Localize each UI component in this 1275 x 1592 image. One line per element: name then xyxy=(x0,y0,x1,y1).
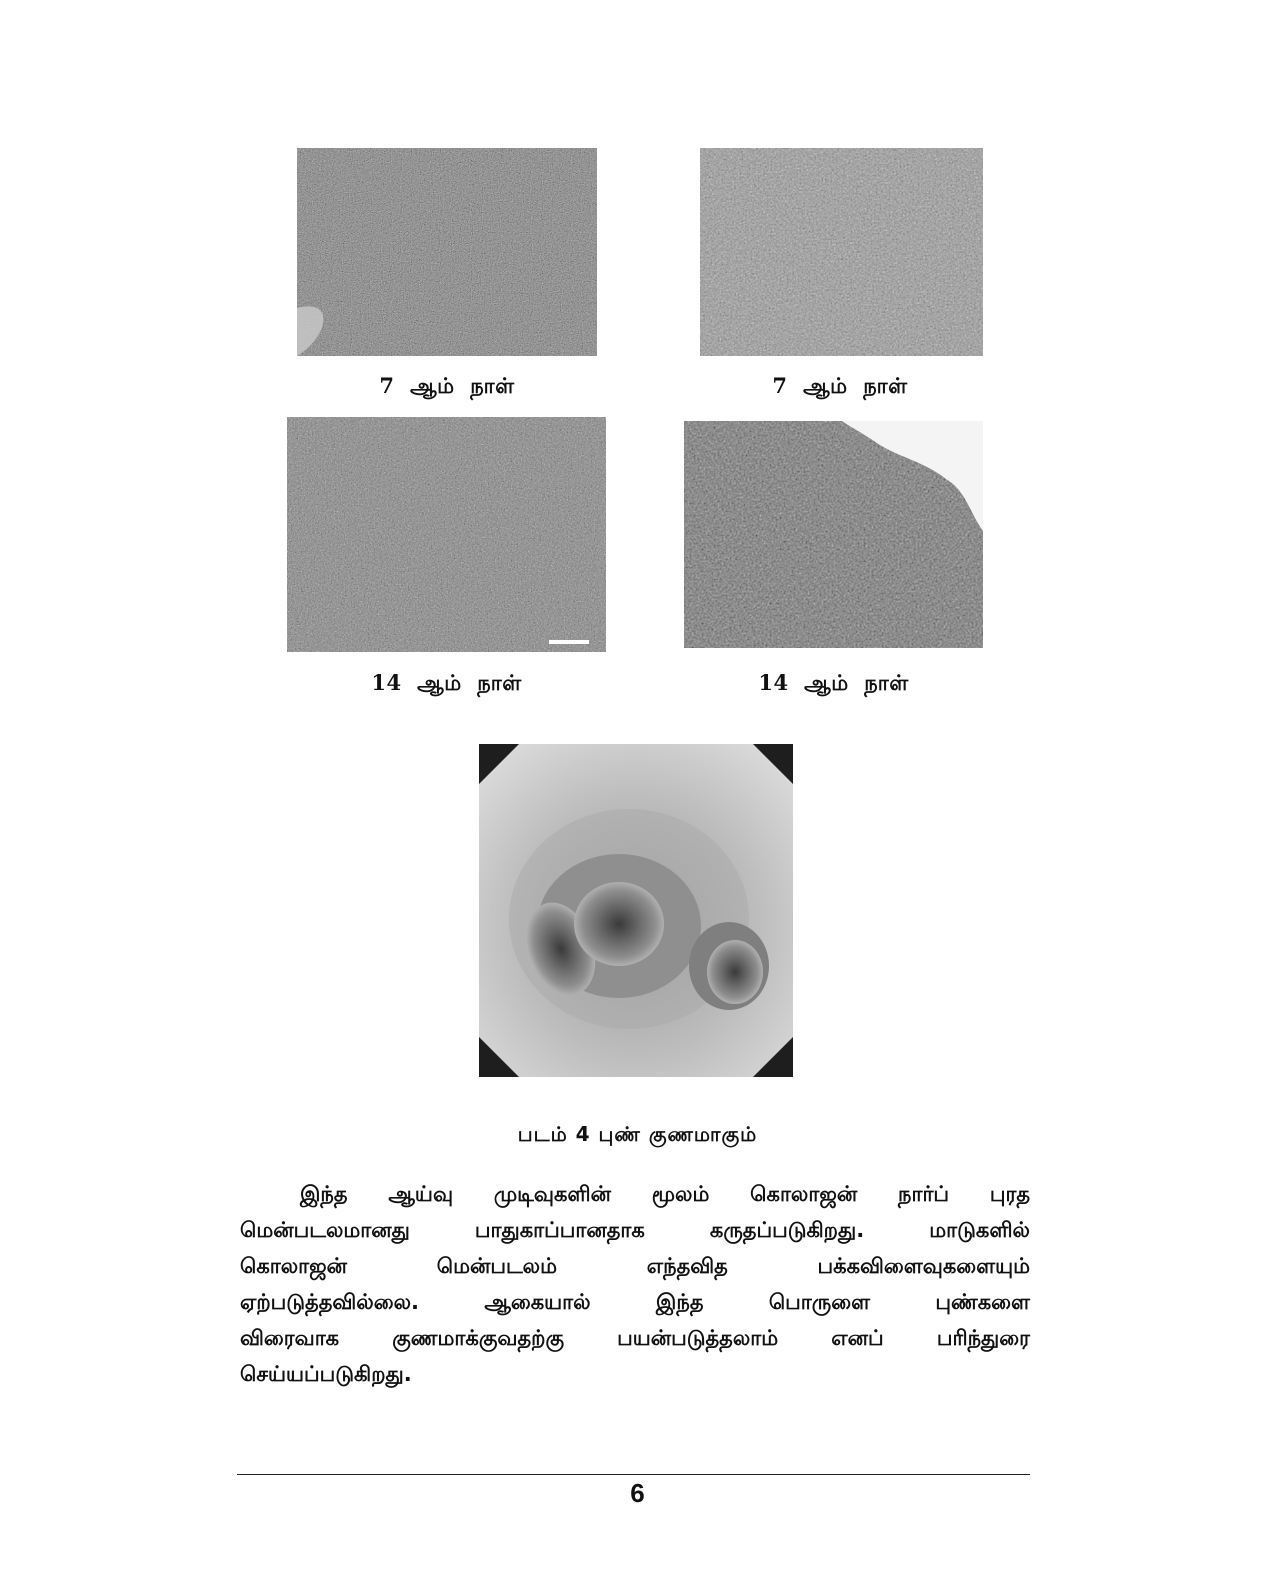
caption-day14-right: 14 ஆம் நாள் xyxy=(758,670,909,695)
word: ஆகையால் xyxy=(484,1290,591,1314)
histology-image-day7-left xyxy=(297,148,597,356)
endoscopy-image xyxy=(479,744,793,1077)
footer-divider xyxy=(237,1474,1030,1475)
paragraph-line xyxy=(240,1356,1030,1392)
word: ஏற்படுத்தவில்லை. xyxy=(240,1290,419,1314)
paragraph-line xyxy=(240,1284,1030,1320)
paragraph-line xyxy=(240,1248,1030,1284)
word: பரிந்துரை xyxy=(936,1326,1030,1350)
paragraph-line xyxy=(240,1320,1030,1356)
word: இந்த xyxy=(300,1182,348,1206)
word: நார்ப் xyxy=(898,1182,950,1206)
word: மென்படலம் xyxy=(436,1254,558,1278)
word: செய்யப்படுகிறது. xyxy=(240,1362,412,1386)
caption-day7-left: 7 ஆம் நாள் xyxy=(379,373,515,398)
word: மென்படலமானது xyxy=(240,1218,410,1242)
caption-day7-right: 7 ஆம் நாள் xyxy=(772,373,908,398)
word: பொருளை xyxy=(768,1290,871,1314)
word: பயன்படுத்தலாம் xyxy=(617,1326,779,1350)
word: முடிவுகளின் xyxy=(493,1182,611,1206)
word: கொலாஜன் xyxy=(240,1254,348,1278)
word: எனப் xyxy=(831,1326,884,1350)
word: கருதப்படுகிறது. xyxy=(709,1218,865,1242)
word: எந்தவித xyxy=(646,1254,728,1278)
body-paragraph xyxy=(240,1176,1030,1392)
word: மூலம் xyxy=(651,1182,710,1206)
histology-image-day14-left xyxy=(287,417,606,652)
word: குணமாக்குவதற்கு xyxy=(392,1326,564,1350)
figure-caption: படம் 4 புண் குணமாகும் xyxy=(517,1122,758,1146)
paragraph-line xyxy=(240,1212,1030,1248)
paragraph-line xyxy=(240,1176,1030,1212)
word: ஆய்வு xyxy=(388,1182,454,1206)
word: புரத xyxy=(989,1182,1030,1206)
word: விரைவாக xyxy=(240,1326,340,1350)
word: பாதுகாப்பானதாக xyxy=(474,1218,645,1242)
histology-image-day14-right xyxy=(684,421,983,648)
caption-day14-left: 14 ஆம் நாள் xyxy=(371,670,522,695)
word: கொலாஜன் xyxy=(750,1182,858,1206)
word: பக்கவிளைவுகளையும் xyxy=(817,1254,1030,1278)
word: மாடுகளில் xyxy=(929,1218,1030,1242)
page-number: 6 xyxy=(630,1478,645,1508)
word: இந்த xyxy=(655,1290,704,1314)
word: புண்களை xyxy=(935,1290,1030,1314)
histology-image-day7-right xyxy=(700,148,983,356)
